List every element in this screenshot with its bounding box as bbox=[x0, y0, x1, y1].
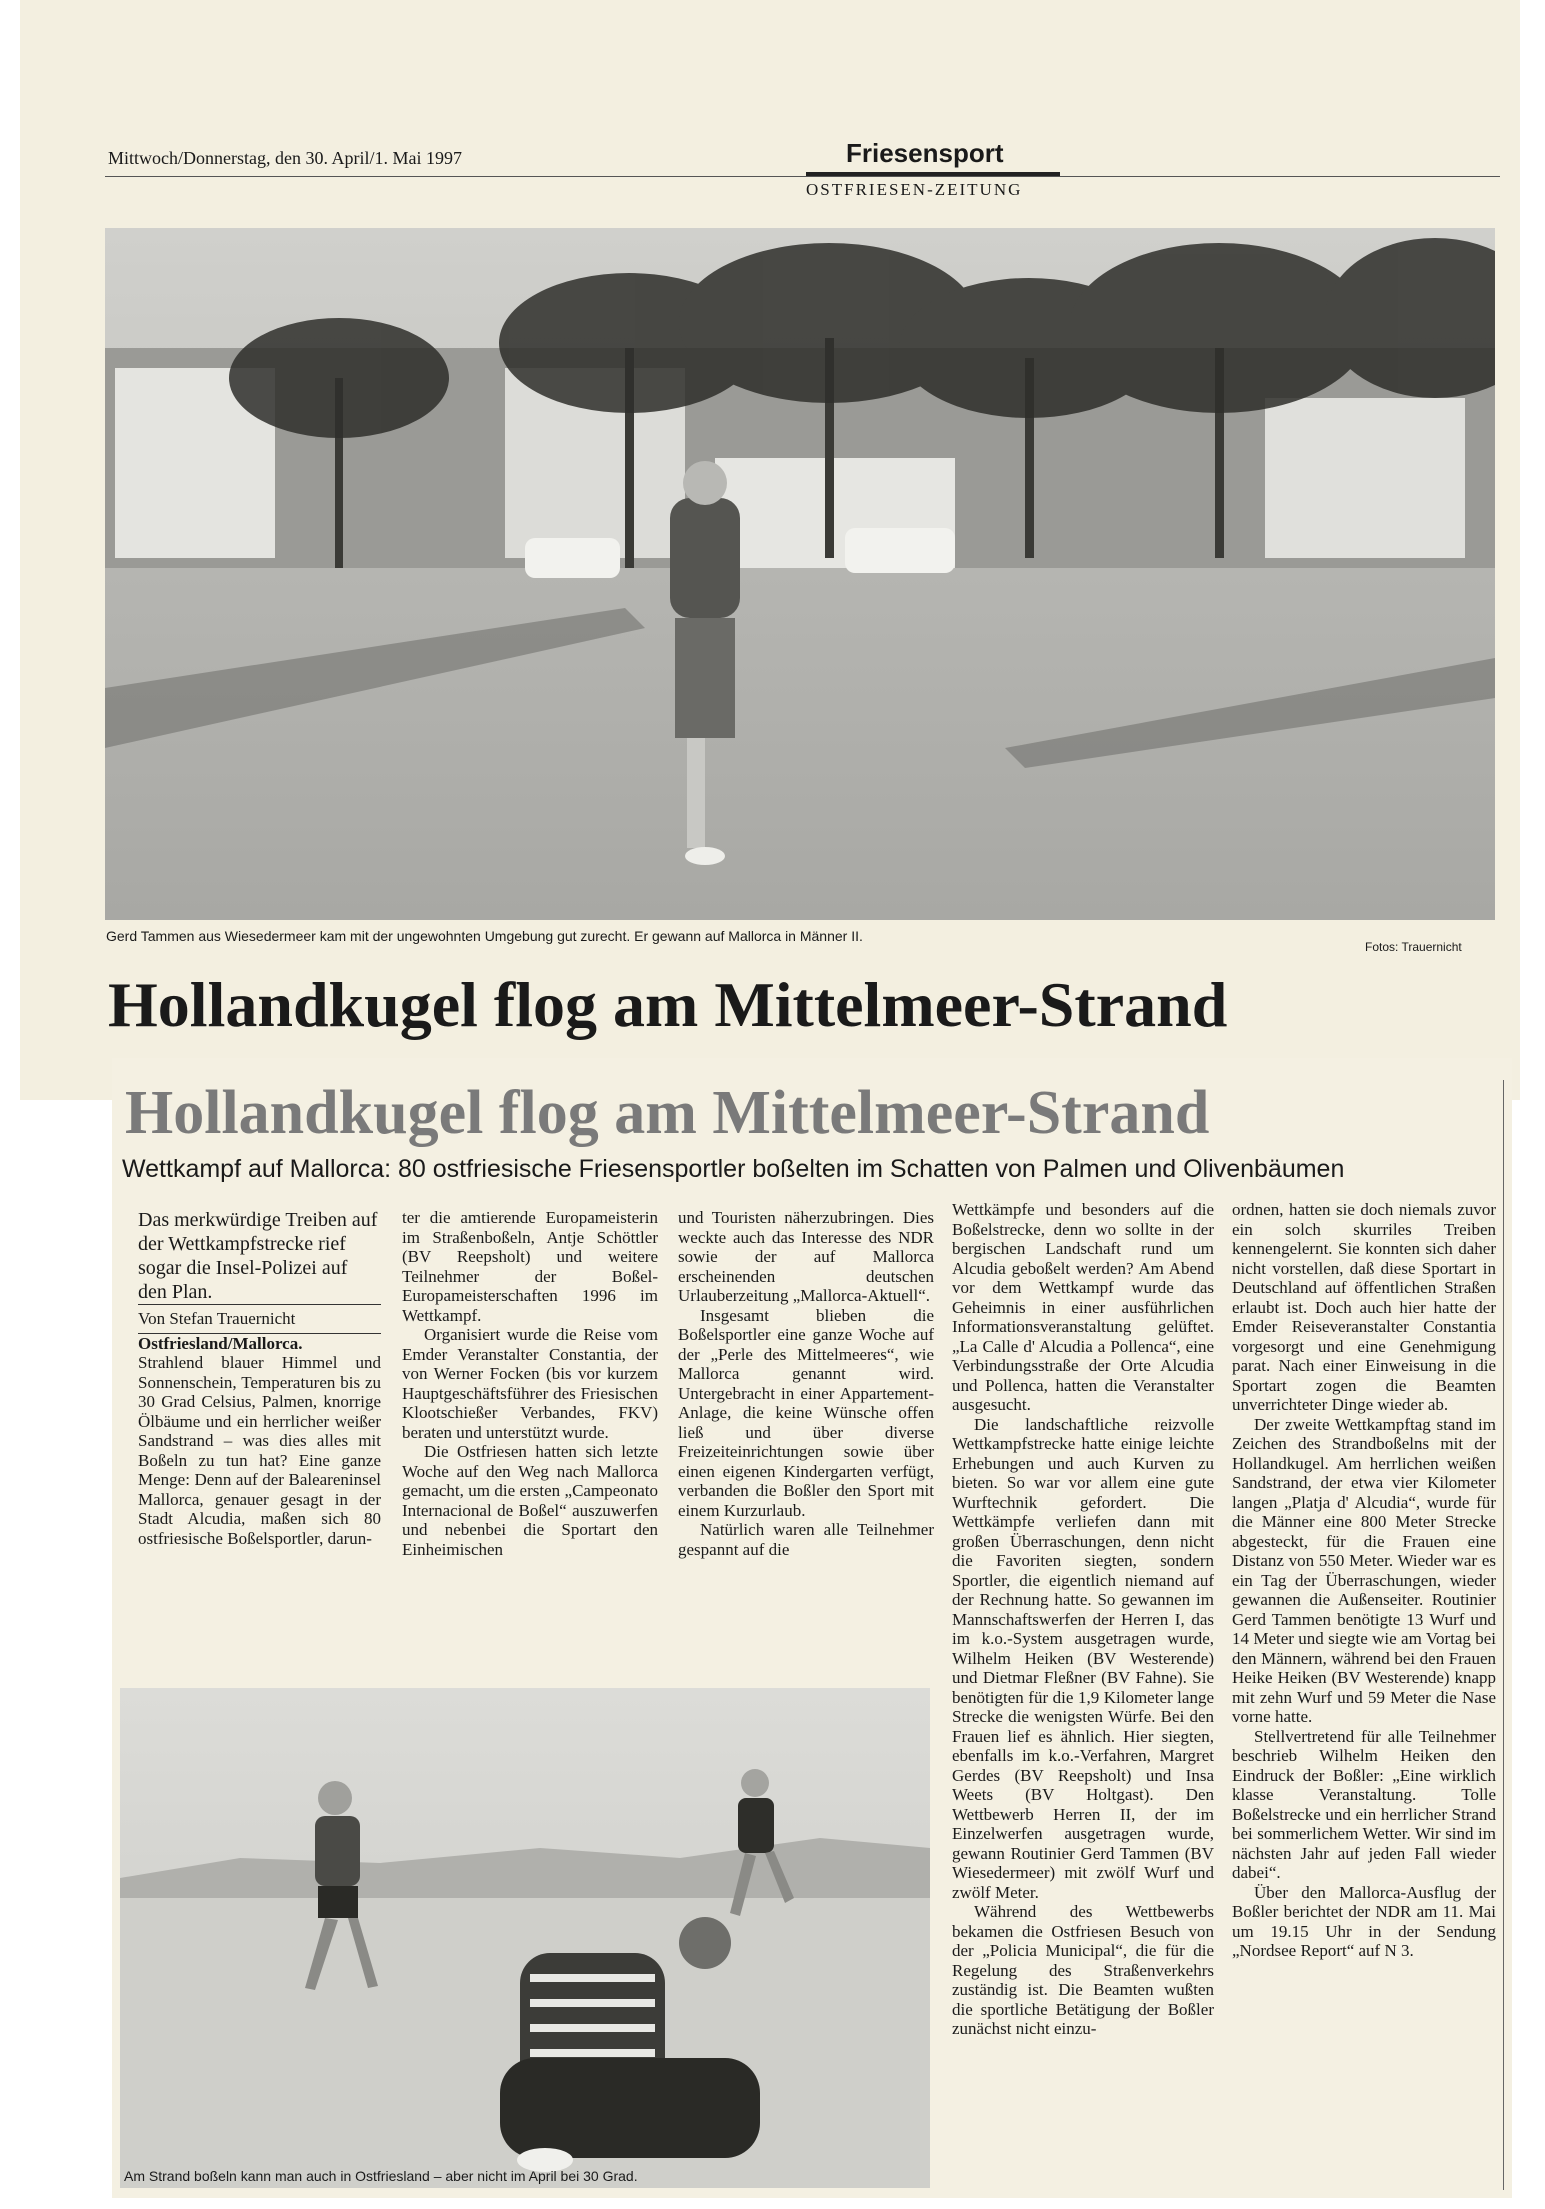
paragraph: Die Ostfriesen hatten sich letzte Woche auf den Weg nach Mallorca gemacht, um die ersten „Campeonato Internacional de Boßel“ auszuwerfen und nebenbei die Sportart den Einheimischen bbox=[402, 1442, 658, 1559]
article-column-1 bbox=[138, 1208, 381, 1548]
photo-caption-bottom: Am Strand boßeln kann man auch in Ostfriesland – aber nicht im April bei 30 Grad. bbox=[124, 2168, 638, 2184]
article-column-3 bbox=[678, 1208, 934, 1559]
photo-caption-top: Gerd Tammen aus Wiesedermeer kam mit der ungewohnten Umgebung gut zurecht. Er gewann auf Mallorca in Männer II. bbox=[106, 928, 863, 944]
article-column-5 bbox=[1232, 1200, 1496, 1961]
paragraph: Wettkämpfe und besonders auf die Boßelstrecke, denn wo sollte in der bergischen Landschaft rund um Alcudia geboßelt werden? Am Abend vor dem Wettkampf wurde das Geheimnis in einer ausführlichen Informationsveranstaltung gelüftet. „La Calle d' Alcudia a Pollenca“, eine Verbindungsstraße der Orte Alcudia und Pollenca, hatten die Veranstalter ausgesucht. bbox=[952, 1200, 1214, 1414]
paragraph: Während des Wettbewerbs bekamen die Ostfriesen Besuch von der „Policia Municipal“, die für die Regelung des Straßenverkehrs zuständig ist. Die Beamten wußten die sportliche Betätigung der Boßler zunächst nicht einzu- bbox=[952, 1902, 1214, 2038]
newspaper-name: OSTFRIESEN-ZEITUNG bbox=[806, 180, 1023, 199]
paragraph: Organisiert wurde die Reise vom Emder Veranstalter Constantia, der von Werner Focken (bis vor kurzem Hauptgeschäftsführer des Friesischen Klootschießer Verbandes, FKV) beraten und unterstützt wurde. bbox=[402, 1325, 658, 1442]
paragraph: ter die amtierende Europameisterin im Straßenboßeln, Antje Schöttler (BV Reepsholt) und weitere Teilnehmer der Boßel-Europameisterschaften 1996 im Wettkampf. bbox=[402, 1208, 658, 1325]
article-subheadline: Wettkampf auf Mallorca: 80 ostfriesische Friesensportler boßelten im Schatten von Palmen und Olivenbäumen bbox=[122, 1155, 1345, 1183]
paragraph: Der zweite Wettkampftag stand im Zeichen des Strandboßelns mit der Hollandkugel. Am herrlichen weißen Sandstrand, der etwa vier Kilometer langen „Platja d' Alcudia“, wurde für die Männer eine 800 Meter Strecke abgesteckt, für die Frauen eine Distanz von 550 Meter. Wieder war es ein Tag der Überraschungen, wieder gewannen die Außenseiter. Routinier Gerd Tammen benötigte 13 Wurf und 14 Meter und siegte wie am Vortag bei den Männern, während bei den Frauen Heike Heiken (BV Westerende) knapp mit zehn Wurf und 59 Meter die Nase vorne hatte. bbox=[1232, 1414, 1496, 1726]
photo-beach-bosseln bbox=[120, 1688, 930, 2188]
section-title: Friesensport bbox=[846, 138, 1004, 168]
paragraph: und Touristen näherzubringen. Dies weckte auch das Interesse des NDR sowie der auf Mallorca erscheinenden deutschen Urlauberzeitung „Mallorca-Aktuell“. bbox=[678, 1208, 934, 1305]
article-headline: Hollandkugel flog am Mittelmeer-Strand bbox=[108, 969, 1228, 1040]
article-byline: Von Stefan Trauernicht bbox=[138, 1304, 381, 1334]
paragraph: Strahlend blauer Himmel und Sonnenschein, Temperaturen bis zu 30 Grad Celsius, Palmen, knorrige Ölbäume und ein herrlicher weißer Sandstrand – was dies alles mit Boßeln zu tun hat? Eine ganze Menge: Denn auf der Baleareninsel Mallorca, genauer gesagt in der Stadt Alcudia, maßen sich 80 ostfriesische Boßelsportler, darun- bbox=[138, 1353, 381, 1548]
promenade-illustration bbox=[105, 228, 1495, 920]
photo-beach-promenade bbox=[105, 228, 1495, 920]
paragraph: Insgesamt blieben die Boßelsportler eine ganze Woche auf der „Perle des Mittelmeeres“, wie Mallorca genannt wird. Untergebracht in einer Appartement-Anlage, die keine Wünsche offen ließ und über diverse Freizeiteinrichtungen sowie über einen eigenen Kindergarten verfügt, verbanden die Boßler den Sport mit einem Kurzurlaub. bbox=[678, 1305, 934, 1520]
issue-date: Mittwoch/Donnerstag, den 30. April/1. Mai 1997 bbox=[108, 148, 462, 168]
article-dateline: Ostfriesland/Mallorca. bbox=[138, 1333, 303, 1353]
paragraph: Über den Mallorca-Ausflug der Boßler berichtet der NDR am 11. Mai um 19.15 Uhr in der Sendung „Nordsee Report“ auf N 3. bbox=[1232, 1882, 1496, 1960]
paragraph: Natürlich waren alle Teilnehmer gespannt auf die bbox=[678, 1520, 934, 1559]
photo-credit: Fotos: Trauernicht bbox=[1365, 940, 1462, 954]
article-column-2 bbox=[402, 1208, 658, 1559]
paragraph: Die landschaftliche reizvolle Wettkampfstrecke hatte einige leichte Erhebungen und auch Kurven zu bieten. So war vor allem eine gute Wurftechnik gefordert. Die Wettkämpfe verliefen dann mit großen Überraschungen, denn nicht die Favoriten siegten, sondern Sportler, die eigentlich niemand auf der Rechnung hatte. So gewannen im Mannschaftswerfen der Herren I, das im k.o.-System ausgetragen wurde, Wilhelm Heiken (BV Westerende) und Dietmar Fleßner (BV Fahne). Sie benötigten für die 1,9 Kilometer lange Strecke die wenigsten Würfe. Bei den Frauen lief es ähnlich. Hier siegten, ebenfalls im k.o.-Verfahren, Margret Gerdes (BV Reepsholt) und Insa Weets (BV Holtgast). Den Wettbewerb Herren II, der im Einzelwerfen ausgetragen wurde, gewann Routinier Gerd Tammen (BV Wiesedermeer) mit zwölf Wurf und zwölf Meter. bbox=[952, 1414, 1214, 1902]
beach-illustration bbox=[120, 1688, 930, 2188]
article-column-4 bbox=[952, 1200, 1214, 2039]
header-divider bbox=[105, 176, 1500, 177]
column-rule bbox=[1503, 1080, 1504, 2190]
article-headline-reprint: Hollandkugel flog am Mittelmeer-Strand bbox=[125, 1079, 1210, 1147]
paragraph: ordnen, hatten sie doch niemals zuvor ein solch skurriles Treiben kennengelernt. Sie konnten sich daher nicht vorstellen, daß diese Sportart in Deutschland auf öffentlichen Straßen erlaubt ist. Doch auch hier hatte der Emder Reiseveranstalter Constantia vorgesorgt und eine Genehmigung parat. Nach einer Einweisung in die Sportart zogen die Beamten unverrichteter Dinge wieder ab. bbox=[1232, 1200, 1496, 1414]
paragraph: Stellvertretend für alle Teilnehmer beschrieb Wilhelm Heiken den Eindruck der Boßler: „Eine wirklich klasse Veranstaltung. Tolle Boßelstrecke und ein herrlicher Strand bei sommerlichem Wetter. Wir sind im nächsten Jahr auf jeden Fall wieder dabei“. bbox=[1232, 1726, 1496, 1882]
article-teaser: Das merkwürdige Treiben auf der Wettkampfstrecke rief sogar die Insel-Polizei auf den Plan. bbox=[138, 1209, 378, 1303]
